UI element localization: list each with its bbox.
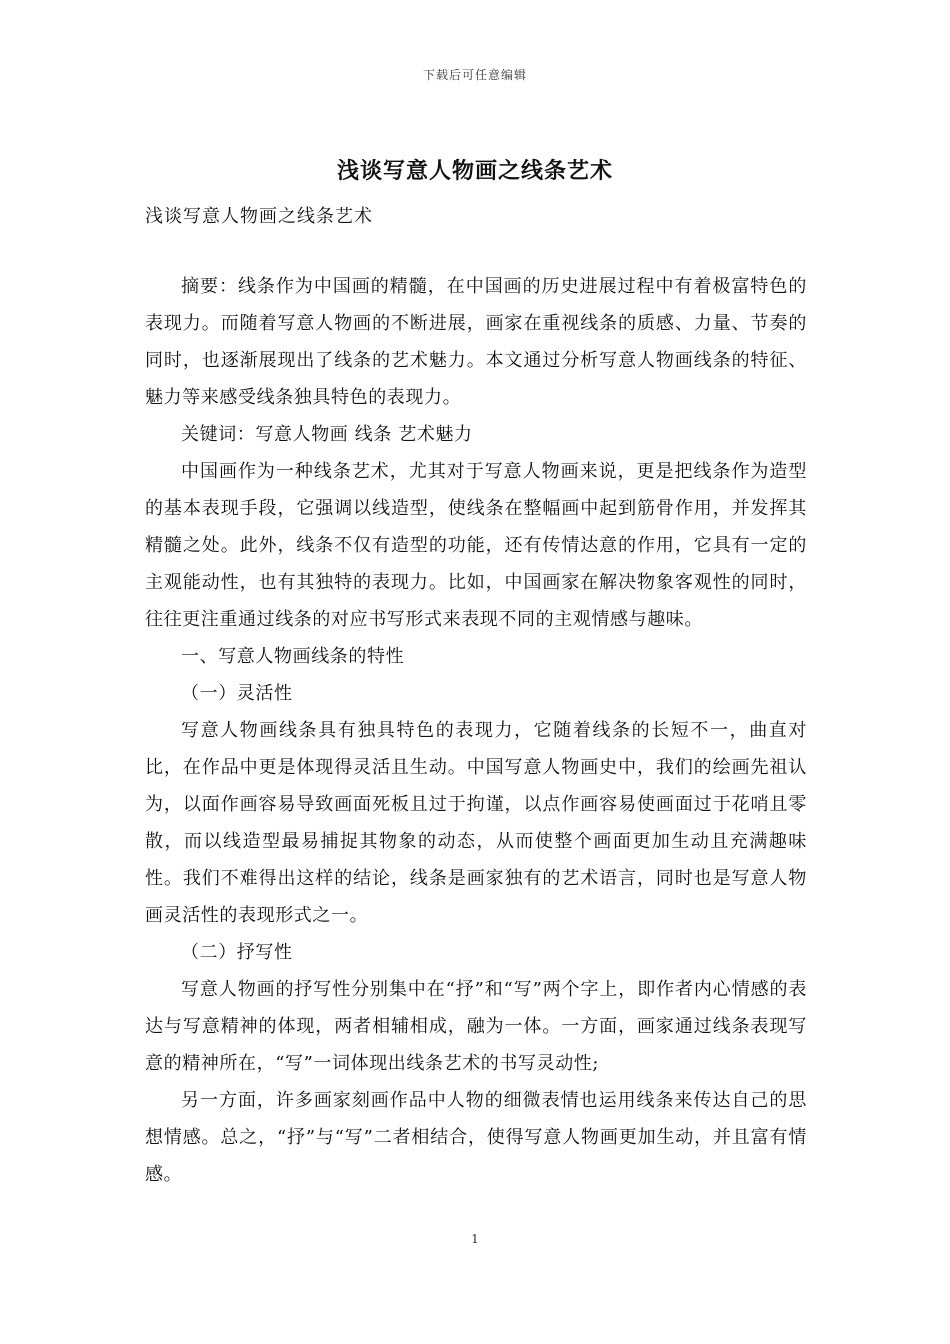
subsection-paragraph: 另一方面，许多画家刻画作品中人物的细微表情也运用线条来传达自己的思想情感。总之，“抒”与“写”二者相结合，使得写意人物画更加生动，并且富有情感。 bbox=[145, 1090, 807, 1185]
page-number: 1 bbox=[471, 1232, 479, 1246]
document-body bbox=[145, 268, 807, 1193]
keywords-paragraph: 关键词：写意人物画 线条 艺术魅力 bbox=[181, 424, 473, 445]
document-subtitle: 浅谈写意人物画之线条艺术 bbox=[145, 206, 373, 227]
intro-paragraph: 中国画作为一种线条艺术，尤其对于写意人物画来说，更是把线条作为造型的基本表现手段，它强调以线造型，使线条在整幅画中起到筋骨作用，并发挥其精髓之处。此外，线条不仅有造型的功能，还有传情达意的作用，它具有一定的主观能动性，也有其独特的表现力。比如，中国画家在解决物象客观性的同时，往往更注重通过线条的对应书写形式来表现不同的主观情感与趣味。 bbox=[145, 461, 807, 630]
subsection-paragraph: 写意人物画的抒写性分别集中在“抒”和“写”两个字上，即作者内心情感的表达与写意精神的体现，两者相辅相成，融为一体。一方面，画家通过线条表现写意的精神所在，“写”一词体现出线条艺术的书写灵动性; bbox=[145, 979, 807, 1074]
page-header-note: 下载后可任意编辑 bbox=[422, 68, 527, 82]
subsection-paragraph: 写意人物画线条具有独具特色的表现力，它随着线条的长短不一，曲直对比，在作品中更是体现得灵活且生动。中国写意人物画史中，我们的绘画先祖认为，以面作画容易导致画面死板且过于拘谨，以点作画容易使画面过于花哨且零散，而以线造型最易捕捉其物象的动态，从而使整个画面更加生动且充满趣味性。我们不难得出这样的结论，线条是画家独有的艺术语言，同时也是写意人物画灵活性的表现形式之一。 bbox=[145, 720, 807, 926]
subsection-heading: （一）灵活性 bbox=[181, 683, 293, 704]
section-heading: 一、写意人物画线条的特性 bbox=[181, 646, 405, 667]
subsection-heading: （二）抒写性 bbox=[181, 942, 293, 963]
document-title: 浅谈写意人物画之线条艺术 bbox=[336, 158, 613, 184]
abstract-paragraph: 摘要：线条作为中国画的精髓，在中国画的历史进展过程中有着极富特色的表现力。而随着写意人物画的不断进展，画家在重视线条的质感、力量、节奏的同时，也逐渐展现出了线条的艺术魅力。本文通过分析写意人物画线条的特征、魅力等来感受线条独具特色的表现力。 bbox=[145, 276, 807, 408]
